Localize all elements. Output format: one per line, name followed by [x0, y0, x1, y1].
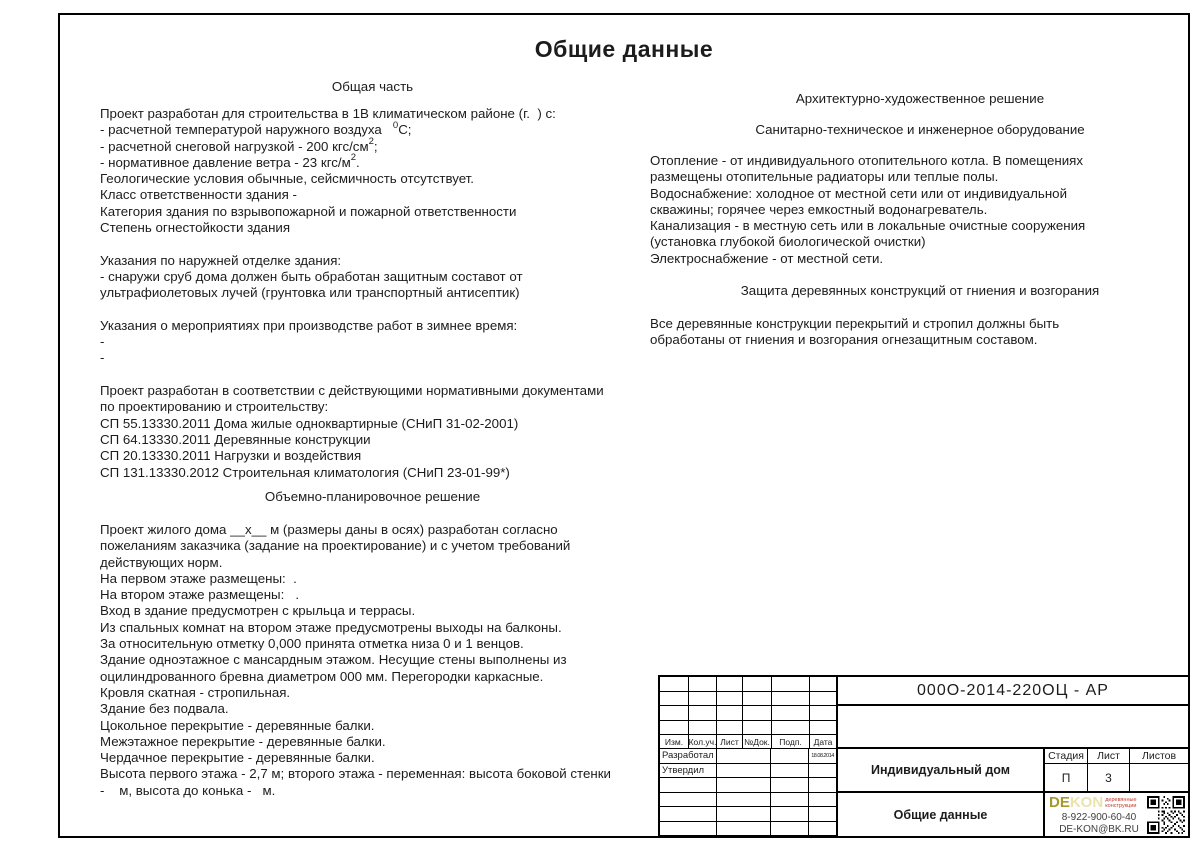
- qr-code-icon: [1147, 796, 1185, 834]
- text-line: по проектированию и строительству:: [100, 399, 329, 415]
- empty-cell: [810, 721, 836, 736]
- empty-cell: [689, 677, 717, 692]
- tagline-line2: конструкции: [1105, 803, 1137, 809]
- empty-cell: [660, 822, 717, 837]
- empty-cell: [689, 721, 717, 736]
- empty-cell: [809, 793, 836, 808]
- empty-cell: [660, 721, 689, 736]
- empty-cell: [717, 721, 743, 736]
- text-line: Проект жилого дома __х__ м (размеры даны в осях) разработан согласно: [100, 522, 558, 537]
- change-table-empty-rows: [660, 677, 836, 735]
- tagline-line1: деревянные: [1105, 797, 1137, 803]
- signature-cell: [771, 749, 809, 764]
- text-line: ультрафиолетовых лучей (грунтовка или транспортный антисептик): [100, 285, 520, 301]
- text-line: -: [100, 334, 105, 350]
- sheet-title: Общие данные: [838, 793, 1045, 836]
- text-line: На втором этаже размещены: .: [100, 587, 300, 603]
- text-line: Указания о мероприятиях при производстве работ в зимнее время:: [100, 317, 518, 333]
- text-line: [100, 367, 645, 383]
- col-nodoc: №Док.: [743, 735, 772, 749]
- role-approved: Утвердил: [660, 764, 717, 779]
- text-line: Указания по наружней отделке здания:: [100, 252, 342, 268]
- text-line: Отопление - от индивидуального отопительного котла. В помещениях: [650, 153, 1084, 168]
- empty-cell: [771, 822, 809, 837]
- heading-planning-solution: Объемно-планировочное решение: [264, 489, 481, 504]
- heading-general-part: Общая часть: [331, 79, 414, 94]
- empty-cell: [717, 822, 771, 837]
- text-line: СП 55.13330.2011 Дома жилые одноквартирные (СНиП 31-02-2001): [100, 415, 519, 431]
- empty-cell: [689, 706, 717, 721]
- text-line: СП 64.13330.2011 Деревянные конструкции: [100, 431, 371, 447]
- empty-cell: [743, 692, 772, 707]
- text-line: Канализация - в местную сеть или в локальные очистные сооружения: [650, 218, 1086, 234]
- text-line: Из спальных комнат на втором этаже предусмотрены выходы на балконы.: [100, 619, 562, 635]
- col-data: Дата: [810, 735, 836, 749]
- text-line: пожеланиям заказчика (задание на проектирование) и с учетом требований: [100, 538, 571, 554]
- name-cell: [717, 749, 771, 764]
- text-line: Чердачное перекрытие - деревянные балки.: [100, 750, 375, 766]
- text-line: (установка глубокой биологической очистки): [650, 234, 926, 250]
- signature-rows: [660, 749, 836, 836]
- logo-tagline: [1105, 797, 1136, 809]
- title-block-change-table: [660, 677, 838, 836]
- empty-cell: [717, 692, 743, 707]
- empty-cell: [660, 692, 689, 707]
- text-line: Водоснабжение: холодное от местной сети или от индивидуальной: [650, 185, 1068, 201]
- title-block-blank-cell: [838, 706, 1188, 749]
- empty-cell: [717, 706, 743, 721]
- sheets-value: [1130, 764, 1188, 791]
- text-line: -: [100, 350, 105, 366]
- heading-sanitary: Санитарно-техническое и инженерное оборудование: [755, 122, 1085, 137]
- signature-cell: [771, 764, 809, 779]
- text-line: скважины; горячее через емкостный водонагреватель.: [650, 201, 988, 217]
- empty-cell: [772, 677, 810, 692]
- text-line: Кровля скатная - стропильная.: [100, 684, 291, 700]
- logo-text-kon: KON: [1069, 794, 1104, 811]
- empty-cell: [810, 692, 836, 707]
- text-line: [100, 302, 645, 318]
- empty-cell: [810, 706, 836, 721]
- text-line: Вход в здание предусмотрен с крыльца и террасы.: [100, 603, 416, 619]
- empty-cell: [743, 721, 772, 736]
- text-line: обработаны от гниения и возгорания огнезащитным составом.: [650, 332, 1038, 348]
- text-line: СП 20.13330.2011 Нагрузки и воздействия: [100, 448, 362, 464]
- text-line: [100, 236, 645, 252]
- sheet-value: 3: [1088, 764, 1130, 791]
- title-block-bottom-band: [838, 793, 1188, 836]
- text-line: Здание без подвала.: [100, 701, 229, 717]
- text-line: Класс ответственности здания -: [100, 187, 297, 203]
- col-list: Лист: [717, 735, 743, 749]
- text-line: Высота первого этажа - 2,7 м; второго этажа - переменная: высота боковой стенки: [100, 766, 611, 782]
- role-developed: Разработал: [660, 749, 717, 764]
- text-line: Межэтажное перекрытие - деревянные балки.: [100, 733, 386, 749]
- date-developed: 18.08.2014: [809, 749, 836, 764]
- text-line: Степень огнестойкости здания: [100, 220, 291, 236]
- text-line: действующих норм.: [100, 554, 223, 570]
- empty-cell: [771, 793, 809, 808]
- empty-cell: [660, 706, 689, 721]
- empty-cell: [660, 793, 717, 808]
- empty-cell: [809, 778, 836, 793]
- empty-cell: [717, 677, 743, 692]
- text-line: - нормативное давление ветра - 23 кгс/$м^2$.: [100, 152, 360, 170]
- text-line: Проект разработан в соответствии с действующими нормативными документами: [100, 383, 604, 399]
- col-podp: Подп.: [772, 735, 810, 749]
- text-line: СП 131.13330.2012 Строительная климатология (СНиП 23-01-99*): [100, 464, 510, 480]
- page-title: Общие данные: [534, 36, 714, 62]
- planning-solution-text: [100, 522, 645, 799]
- text-line: [650, 267, 1190, 283]
- empty-cell: [771, 778, 809, 793]
- text-line: Электроснабжение - от местной сети.: [650, 250, 884, 266]
- empty-cell: [717, 793, 771, 808]
- text-line: На первом этаже размещены: .: [100, 570, 297, 586]
- logo-email: DE-KON@BK.RU: [1059, 824, 1139, 835]
- empty-cell: [660, 807, 717, 822]
- logo-phone: 8-922-900-60-40: [1061, 812, 1137, 823]
- empty-cell: [810, 677, 836, 692]
- document-number: 000О-2014-220ОЦ - АР: [838, 677, 1188, 706]
- empty-cell: [717, 778, 771, 793]
- text-line: [650, 300, 1190, 316]
- text-line: Геологические условия обычные, сейсмичность отсутствует.: [100, 171, 474, 187]
- change-table-header-row: [660, 735, 836, 749]
- text-line: - снаружи сруб дома должен быть обработан защитным составот от: [100, 268, 523, 284]
- empty-cell: [771, 807, 809, 822]
- sheet-header: Лист: [1088, 749, 1130, 763]
- empty-cell: [660, 778, 717, 793]
- empty-cell: [743, 706, 772, 721]
- empty-cell: [809, 807, 836, 822]
- logo-text-de: DE: [1049, 794, 1070, 811]
- empty-cell: [809, 822, 836, 837]
- text-line: Проект разработан для строительства в 1В климатическом районе (г. ) с:: [100, 106, 556, 121]
- stage-header: Стадия: [1045, 749, 1088, 763]
- empty-cell: [772, 692, 810, 707]
- text-line: - м, высота до конька - м.: [100, 782, 276, 798]
- text-line: За относительную отметку 0,000 принята отметка низа 0 и 1 венцов.: [100, 636, 524, 652]
- col-izm: Изм.: [660, 735, 689, 749]
- sheets-header: Листов: [1141, 750, 1177, 762]
- empty-cell: [660, 677, 689, 692]
- text-line: Здание одноэтажное с мансардным этажом. Несущие стены выполнены из: [100, 652, 567, 668]
- text-line: Все деревянные конструкции перекрытий и стропил должны быть: [650, 315, 1060, 331]
- text-line: размещены отопительные радиаторы или теплые полы.: [650, 169, 999, 185]
- empty-cell: [772, 706, 810, 721]
- company-logo-cell: [1045, 793, 1188, 836]
- title-block-middle-band: [838, 749, 1188, 793]
- project-name: Индивидуальный дом: [838, 749, 1045, 791]
- empty-cell: [717, 807, 771, 822]
- heading-architectural: Архитектурно-художественное решение: [795, 91, 1045, 106]
- title-block-right: [838, 677, 1188, 836]
- col-koluch: Кол.уч.: [689, 735, 717, 749]
- empty-cell: [743, 677, 772, 692]
- empty-cell: [689, 692, 717, 707]
- date-approved: [809, 764, 836, 779]
- title-block: [658, 675, 1190, 838]
- engineering-text: [650, 153, 1190, 213]
- text-line: - расчетной температурой наружного воздуха $^0$С;: [100, 119, 412, 138]
- empty-cell: [772, 721, 810, 736]
- general-part-text: [100, 106, 645, 481]
- text-line: - расчетной снеговой нагрузкой - 200 кгс/$см^2$;: [100, 136, 378, 154]
- heading-protection: Защита деревянных конструкций от гниения и возгорания: [740, 283, 1100, 299]
- text-line: Цокольное перекрытие - деревянные балки.: [100, 717, 375, 733]
- stage-sheet-grid: [1045, 749, 1188, 791]
- stage-value: П: [1045, 764, 1088, 791]
- name-cell: [717, 764, 771, 779]
- text-line: Категория здания по взрывопожарной и пожарной ответственности: [100, 203, 517, 219]
- text-line: оцилиндрованного бревна диаметром 000 мм. Перегородки каркасные.: [100, 668, 544, 684]
